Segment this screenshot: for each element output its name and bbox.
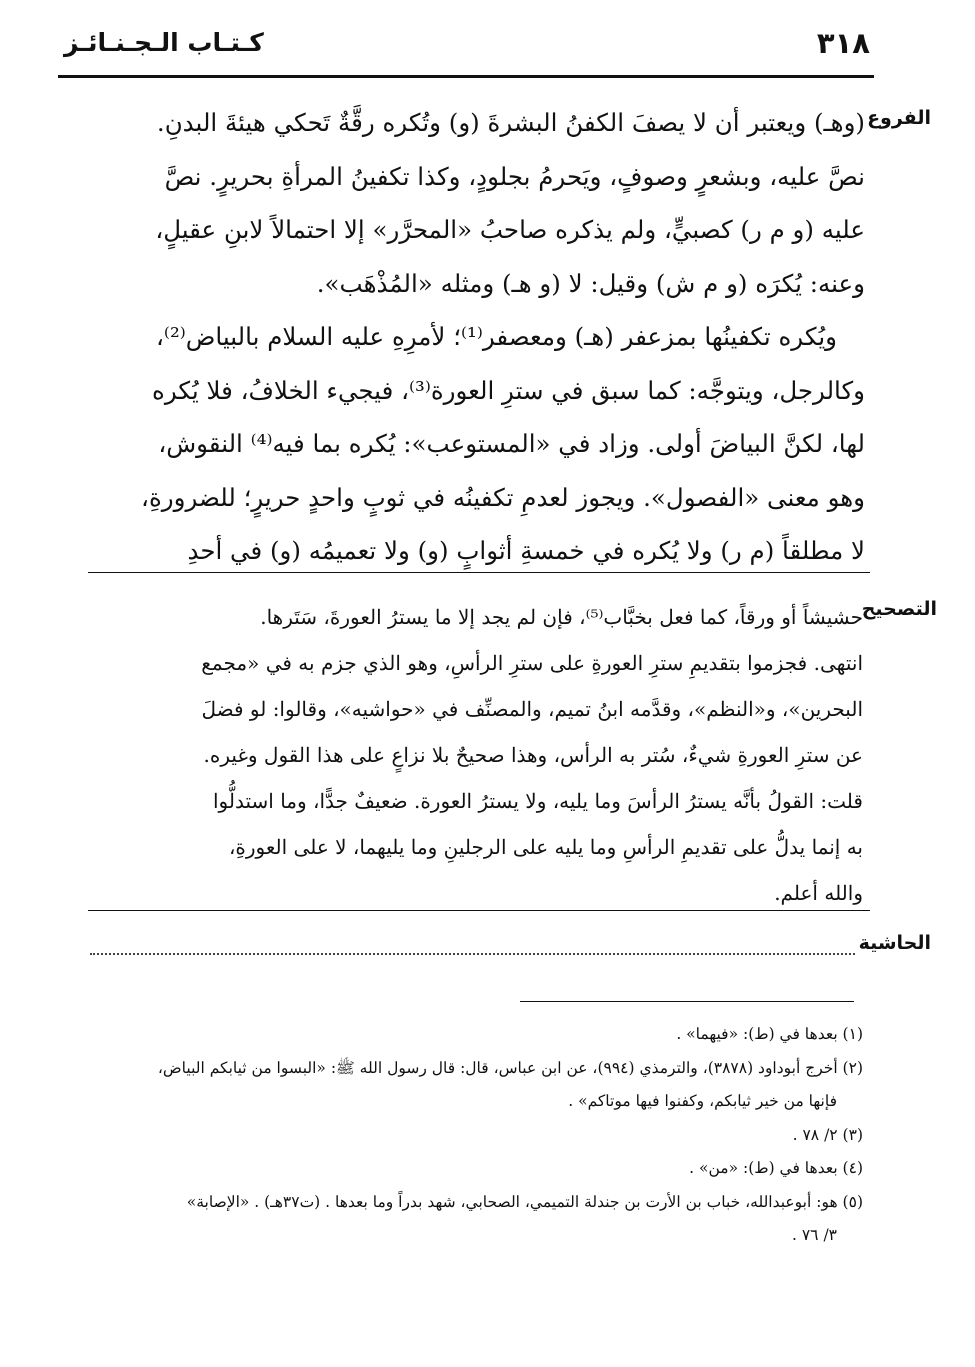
text-line: (وهـ) ويعتبر أن لا يصفَ الكفنُ البشرةَ (و) وتُكره رقَّةٌ تَحكي هيئةَ البدنِ. bbox=[156, 108, 865, 137]
text-line: وكالرجل، ويتوجَّه: كما سبق في سترِ العورة⁽³⁾، فيجيء الخلافُ، فلا يُكره bbox=[152, 375, 865, 405]
text-line: انتهى. فجزموا بتقديمِ سترِ العورةِ على سترِ الرأسِ، وهو الذي جزم به في «مجمع bbox=[201, 651, 863, 675]
section-divider bbox=[88, 910, 870, 911]
footnote-continuation: ٣/ ٧٦ . bbox=[792, 1226, 837, 1244]
footnote-separator bbox=[520, 1001, 854, 1002]
header-rule bbox=[58, 75, 874, 78]
footnotes bbox=[103, 1018, 863, 1253]
text-line: وهو معنى «الفصول». ويجوز لعدمِ تكفينُه في ثوبٍ واحدٍ حريرٍ؛ للضرورةِ، bbox=[141, 482, 865, 512]
text-line: حشيشاً أو ورقاً، كما فعل بخبَّاب⁽⁵⁾، فإن لم يجد إلا ما يسترُ العورةَ، سَتَرها. bbox=[260, 605, 863, 629]
page-number: ٣١٨ bbox=[816, 26, 870, 60]
footnote: (٢) أخرج أبوداود (٣٨٧٨)، والترمذي (٩٩٤)، عن ابن عباس، قال: قال رسول الله ﷺ: «البسوا من ثيابكم البياض، bbox=[157, 1058, 863, 1077]
text-line: والله أعلم. bbox=[774, 881, 863, 905]
text-line: عن سترِ العورةِ شيءٌ، سُتر به الرأس، وهذا صحيحٌ بلا نزاعٍ على هذا القول وغيره. bbox=[203, 743, 863, 767]
text-line: نصَّ عليه، وبشعرٍ وصوفٍ، ويَحرمُ بجلودٍ، وكذا تكفينُ المرأةِ بحريرٍ. نصَّ bbox=[164, 161, 865, 191]
text-line: وعنه: يُكرَه (و م ش) وقيل: لا (و هـ) ومثله «المُذْهَب». bbox=[316, 268, 865, 298]
footnote: (٤) بعدها في (ط): «من» . bbox=[689, 1159, 863, 1177]
section-divider bbox=[88, 572, 870, 573]
hashiya-section-label: الحاشية bbox=[858, 932, 931, 954]
page-header bbox=[60, 28, 870, 64]
footnote: (١) بعدها في (ط): «فيهما» . bbox=[676, 1025, 863, 1043]
text-line: ويُكره تكفينُها بمزعفر (هـ) ومعصفر⁽¹⁾؛ لأمرِهِ عليه السلام بالبياض⁽²⁾، bbox=[156, 322, 837, 351]
furu-text bbox=[85, 96, 865, 578]
footnote: (٣) ٢/ ٧٨ . bbox=[792, 1125, 863, 1144]
footnote: (٥) هو: أبوعبدالله، خباب بن الأرت بن جندلة التميمي، الصحابي، شهد بدراً وما بعدها . (ت٣٧هـ) . «الإصابة» bbox=[186, 1192, 863, 1211]
tashih-text bbox=[83, 594, 863, 916]
text-line: لها، لكنَّ البياضَ أولى. وزاد في «المستوعب»: يُكره بما فيه⁽⁴⁾ النقوش، bbox=[158, 429, 865, 458]
tashih-section-label: التصحيح bbox=[861, 598, 937, 620]
text-line: عليه (و م ر) كصبيٍّ، ولم يذكره صاحبُ «المحرَّر» إلا احتمالاً لابنِ عقيلٍ، bbox=[155, 215, 865, 244]
furu-section-label: الفروع bbox=[867, 107, 931, 129]
text-line: لا مطلقاً (م ر) ولا يُكره في خمسةِ أثوابٍ (و) ولا تعميمُه (و) في أحدِ bbox=[187, 536, 865, 565]
chapter-title: كـتـاب الـجـنـائـز bbox=[64, 28, 264, 57]
text-line: البحرين»، و«النظم»، وقدَّمه ابنُ تميم، والمصنِّف في «حواشيه»، وقالوا: لو فضلَ bbox=[201, 697, 863, 721]
text-line: به إنما يدلُّ على تقديمِ الرأسِ وما يليه على الرجلينِ وما يليهما، لا على العورةِ، bbox=[228, 835, 863, 859]
hashiya-dotted-line bbox=[90, 953, 855, 955]
footnote-continuation: فإنها من خير ثيابكم، وكفنوا فيها موتاكم» . bbox=[568, 1092, 837, 1110]
text-line: قلت: القولُ بأنَّه يسترُ الرأسَ وما يليه، ولا يسترُ العورة. ضعيفٌ جدًّا، وما استدلُّوا bbox=[213, 789, 863, 813]
